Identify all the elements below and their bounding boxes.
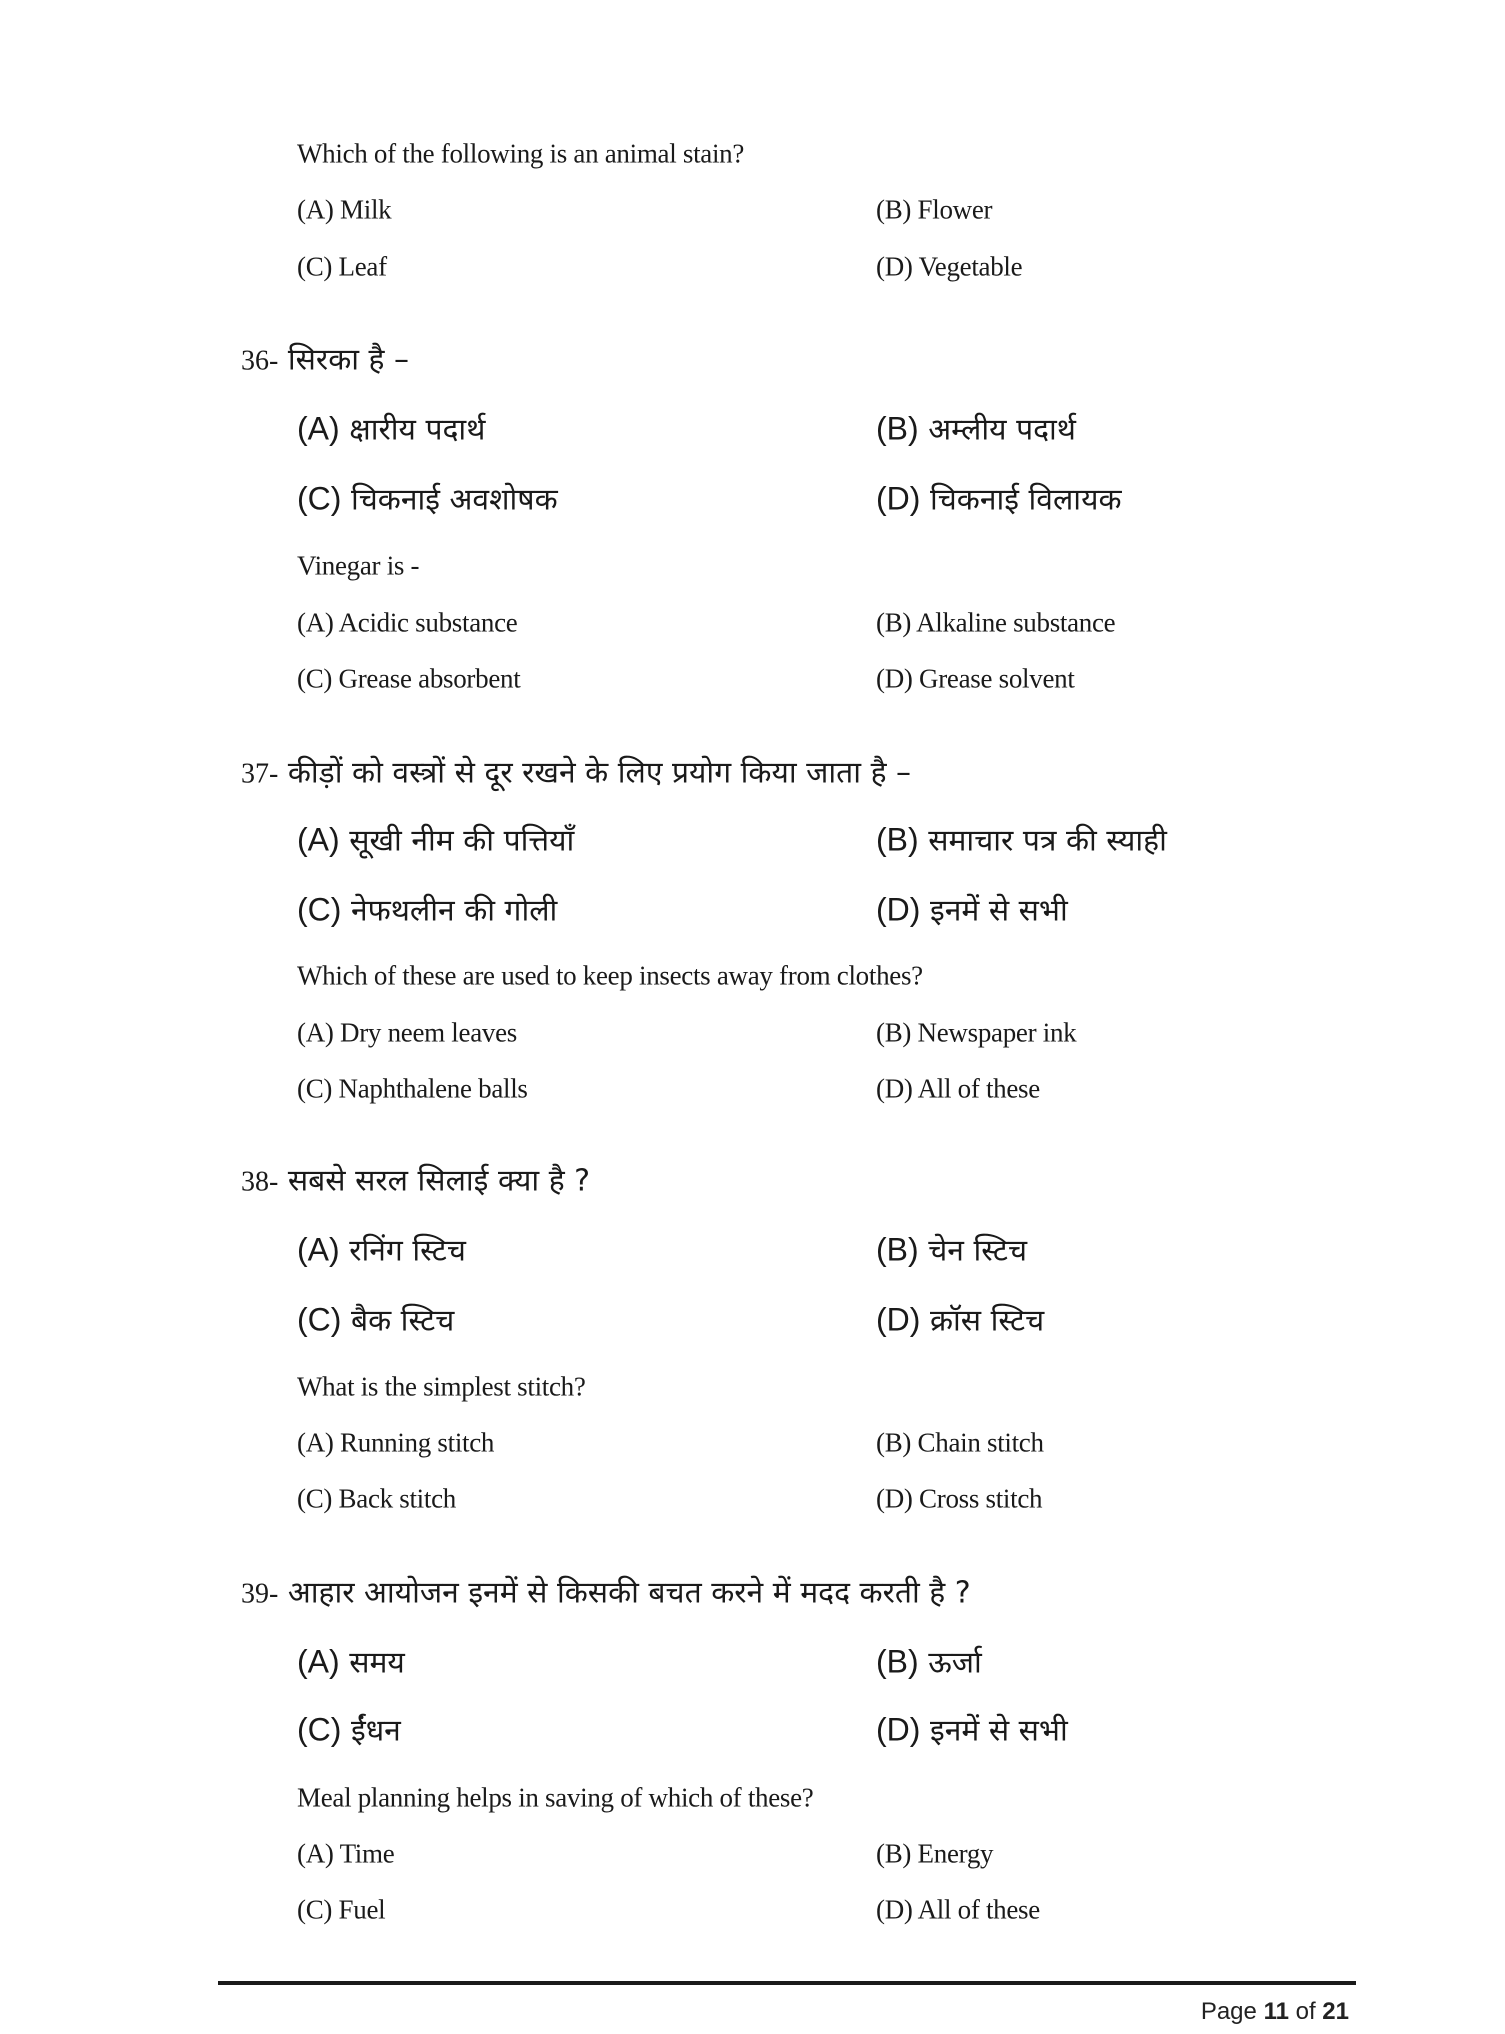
- q37-en-option-b: [876, 1018, 1076, 1049]
- q39-en-option-b: [876, 1839, 993, 1870]
- option-text: Chain stitch: [917, 1427, 1044, 1458]
- option-text: सूखी नीम की पत्तियाँ: [349, 823, 575, 859]
- q37-en-question: Which of these are used to keep insects away from clothes?: [297, 960, 923, 991]
- option-label: (C): [297, 251, 333, 282]
- q39-hi-question: [241, 1571, 971, 1612]
- q39-hi-option-b: [876, 1641, 982, 1682]
- option-text: Naphthalene balls: [338, 1073, 528, 1104]
- option-label: (B): [876, 1838, 912, 1869]
- option-label: (A): [297, 607, 334, 638]
- option-text: Leaf: [338, 251, 387, 282]
- option-text: क्रॉस स्टिच: [929, 1303, 1045, 1339]
- option-text: All of these: [917, 1894, 1040, 1925]
- q39-en-question: Meal planning helps in saving of which of these?: [297, 1782, 814, 1813]
- q39-en-option-c: [297, 1895, 385, 1926]
- option-label: (B): [876, 1231, 919, 1268]
- option-label: (C): [297, 1073, 333, 1104]
- q35-en-question: Which of the following is an animal stain?: [297, 138, 745, 169]
- option-text: All of these: [917, 1073, 1040, 1104]
- option-text: Milk: [340, 194, 392, 225]
- option-text: चिकनाई विलायक: [929, 482, 1122, 518]
- q38-hi-option-a: [297, 1229, 466, 1270]
- question-text: सबसे सरल सिलाई क्या है ?: [287, 1163, 591, 1199]
- q36-hi-option-c: [297, 478, 558, 519]
- option-text: Dry neem leaves: [340, 1017, 517, 1048]
- q39-en-option-a: [297, 1839, 394, 1870]
- q37-hi-option-a: [297, 819, 574, 860]
- option-label: (B): [876, 1427, 912, 1458]
- option-label: (C): [297, 1894, 333, 1925]
- q36-hi-option-d: [876, 478, 1122, 519]
- q38-en-option-c: [297, 1484, 456, 1515]
- q37-en-option-c: [297, 1074, 528, 1105]
- q35-en-option-b: [876, 195, 992, 226]
- q35-en-option-d: [876, 252, 1022, 283]
- question-number: 37-: [241, 758, 279, 790]
- option-label: (D): [876, 251, 913, 282]
- question-text: सिरका है –: [287, 342, 410, 378]
- option-text: रनिंग स्टिच: [349, 1233, 466, 1269]
- option-text: नेफथलीन की गोली: [350, 893, 558, 929]
- q36-hi-option-a: [297, 408, 485, 449]
- q36-en-option-d: [876, 664, 1075, 695]
- option-label: (B): [876, 607, 912, 638]
- option-text: Grease solvent: [919, 663, 1075, 694]
- option-label: (C): [297, 891, 342, 928]
- option-label: (A): [297, 1017, 334, 1048]
- footer-divider: [218, 1981, 1356, 1985]
- option-label: (D): [876, 1301, 921, 1338]
- option-label: (C): [297, 480, 342, 517]
- option-label: (A): [297, 1427, 334, 1458]
- q37-en-option-a: [297, 1018, 517, 1049]
- q38-en-option-d: [876, 1484, 1042, 1515]
- option-text: समय: [349, 1645, 405, 1681]
- option-label: (B): [876, 821, 919, 858]
- option-label: (C): [297, 1483, 333, 1514]
- option-label: (B): [876, 410, 919, 447]
- option-text: समाचार पत्र की स्याही: [928, 823, 1167, 859]
- option-text: इनमें से सभी: [929, 893, 1068, 929]
- q36-en-option-a: [297, 608, 517, 639]
- option-text: Back stitch: [338, 1483, 456, 1514]
- option-text: Newspaper ink: [917, 1017, 1077, 1048]
- q38-en-option-a: [297, 1428, 494, 1459]
- question-number: 36-: [241, 345, 279, 377]
- option-label: (A): [297, 410, 340, 447]
- q36-en-question: Vinegar is -: [297, 550, 420, 581]
- q38-hi-question: [241, 1159, 590, 1200]
- of-word: of: [1295, 1998, 1316, 2025]
- option-label: (C): [297, 663, 333, 694]
- option-text: Acidic substance: [338, 607, 518, 638]
- option-text: Vegetable: [918, 251, 1023, 282]
- q35-en-option-a: [297, 195, 391, 226]
- option-label: (B): [876, 1017, 912, 1048]
- total-pages: 21: [1322, 1998, 1349, 2025]
- option-text: Grease absorbent: [338, 663, 521, 694]
- option-label: (C): [297, 1711, 342, 1748]
- option-text: Fuel: [338, 1894, 386, 1925]
- q38-en-option-b: [876, 1428, 1044, 1459]
- option-label: (D): [876, 1711, 921, 1748]
- q36-en-option-c: [297, 664, 520, 695]
- option-label: (D): [876, 663, 913, 694]
- q36-hi-option-b: [876, 408, 1076, 449]
- option-text: Time: [339, 1838, 395, 1869]
- q38-en-question: What is the simplest stitch?: [297, 1371, 586, 1402]
- q37-hi-option-d: [876, 889, 1068, 930]
- option-text: Flower: [917, 194, 993, 225]
- q39-hi-option-d: [876, 1709, 1068, 1750]
- question-text: कीड़ों को वस्त्रों से दूर रखने के लिए प्रयोग किया जाता है –: [287, 755, 912, 791]
- option-text: ईंधन: [350, 1713, 401, 1749]
- option-text: चिकनाई अवशोषक: [350, 482, 558, 518]
- option-text: Energy: [917, 1838, 994, 1869]
- option-label: (A): [297, 194, 334, 225]
- q38-hi-option-d: [876, 1299, 1044, 1340]
- q39-en-option-d: [876, 1895, 1040, 1926]
- page-word: Page: [1200, 1998, 1257, 2025]
- option-text: अम्लीय पदार्थ: [928, 412, 1076, 448]
- q36-hi-question: [241, 338, 409, 379]
- q36-en-option-b: [876, 608, 1115, 639]
- option-label: (C): [297, 1301, 342, 1338]
- option-label: (A): [297, 1643, 340, 1680]
- q37-hi-question: [241, 751, 911, 792]
- q39-hi-option-c: [297, 1709, 401, 1750]
- option-text: क्षारीय पदार्थ: [349, 412, 486, 448]
- option-text: Alkaline substance: [916, 607, 1116, 638]
- option-text: इनमें से सभी: [929, 1713, 1068, 1749]
- q35-en-option-c: [297, 252, 387, 283]
- q37-hi-option-b: [876, 819, 1167, 860]
- option-text: Cross stitch: [919, 1483, 1043, 1514]
- question-text: आहार आयोजन इनमें से किसकी बचत करने में मदद करती है ?: [287, 1575, 971, 1611]
- option-text: Running stitch: [340, 1427, 495, 1458]
- option-label: (A): [297, 1231, 340, 1268]
- option-text: बैक स्टिच: [350, 1303, 455, 1339]
- option-label: (A): [297, 821, 340, 858]
- option-label: (D): [876, 1894, 913, 1925]
- question-number: 39-: [241, 1578, 279, 1610]
- option-text: ऊर्जा: [928, 1645, 982, 1681]
- option-text: चेन स्टिच: [928, 1233, 1028, 1269]
- option-label: (D): [876, 480, 921, 517]
- page-number: [1201, 1998, 1349, 2026]
- option-label: (D): [876, 1483, 913, 1514]
- option-label: (B): [876, 194, 912, 225]
- option-label: (D): [876, 891, 921, 928]
- q38-hi-option-b: [876, 1229, 1027, 1270]
- option-label: (D): [876, 1073, 913, 1104]
- q37-hi-option-c: [297, 889, 557, 930]
- current-page: 11: [1263, 1998, 1289, 2025]
- q37-en-option-d: [876, 1074, 1040, 1105]
- option-label: (B): [876, 1643, 919, 1680]
- q39-hi-option-a: [297, 1641, 405, 1682]
- question-number: 38-: [241, 1166, 279, 1198]
- option-label: (A): [297, 1838, 334, 1869]
- q38-hi-option-c: [297, 1299, 454, 1340]
